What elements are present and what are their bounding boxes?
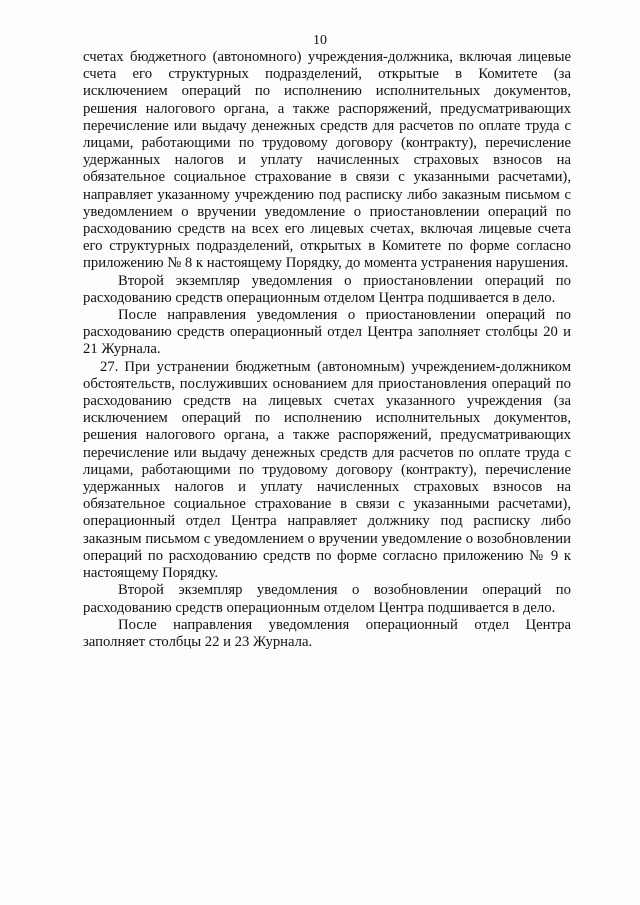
page-number: 10 bbox=[313, 33, 327, 48]
paragraph-second-copy-suspension: Второй экземпляр уведомления о приостановлении операций по расходованию средств операционным отделом Центра подшивается в дело. bbox=[83, 272, 571, 306]
paragraph-27-text: При устранении бюджетным (автономным) учреждением-должником обстоятельств, послуживших основанием для приостановления операций по расходованию средств на лицевых счетах указанного учреждения (за исключением операций по исполнению исполнительных документов, решения налогового органа, а также распоряжений, предусматривающих перечисление или выдачу денежных средств для расчетов по оплате труда с лицами, работающими по трудовому договору (контракту), перечисление удержанных налогов и уплату начисленных страховых взносов на обязательное социальное страхование в связи с указанными расчетами), операционный отдел Центра направляет должнику под расписку либо заказным письмом с уведомлением о вручении уведомление о возобновлении операций по расходованию средств по форме согласно приложению № 9 к настоящему Порядку. bbox=[83, 358, 571, 582]
paragraph-27 bbox=[83, 359, 571, 583]
paragraph-journal-22-23: После направления уведомления операционный отдел Центра заполняет столбцы 22 и 23 Журнала. bbox=[83, 616, 571, 650]
paragraph-continued: счетах бюджетного (автономного) учреждения-должника, включая лицевые счета его структурных подразделений, открытые в Комитете (за исключением операций по исполнению исполнительных документов, решения налогового органа, а также распоряжений, предусматривающих перечисление или выдачу денежных средств для расчетов по оплате труда с лицами, работающими по трудовому договору (контракту), перечисление удержанных налогов и уплату начисленных страховых взносов на обязательное социальное страхование в связи с указанными расчетами), направляет указанному учреждению под расписку либо заказным письмом с уведомлением о вручении уведомление о приостановлении операций по расходованию средств на всех его лицевых счетах, включая лицевые счета его структурных подразделений, открытых в Комитете по форме согласно приложению № 8 к настоящему Порядку, до момента устранения нарушения. bbox=[83, 49, 571, 272]
paragraph-number: 27. bbox=[100, 358, 119, 375]
body-text bbox=[83, 49, 571, 651]
paragraph-second-copy-resumption: Второй экземпляр уведомления о возобновлении операций по расходованию средств операционным отделом Центра подшивается в дело. bbox=[83, 582, 571, 616]
paragraph-journal-20-21: После направления уведомления о приостановлении операций по расходованию средств операционный отдел Центра заполняет столбцы 20 и 21 Журнала. bbox=[83, 307, 571, 358]
